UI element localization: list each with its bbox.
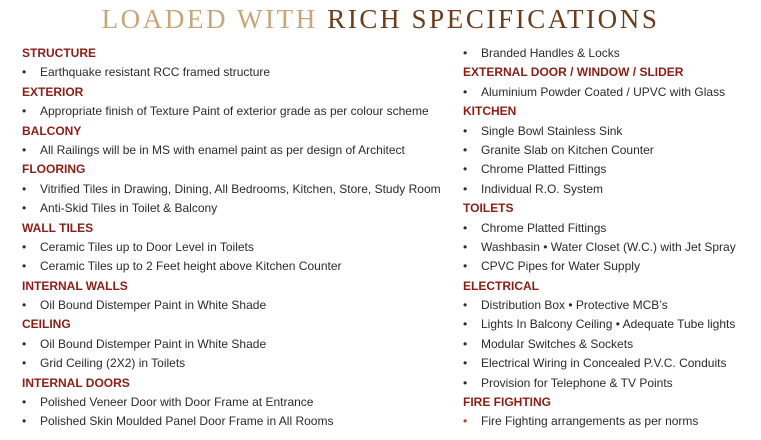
spec-item: • Aluminium Powder Coated / UPVC with Glass bbox=[463, 83, 755, 102]
right-spec-column bbox=[463, 44, 755, 432]
section-heading-internal-walls: INTERNAL WALLS bbox=[22, 278, 128, 293]
spec-item: • Polished Veneer Door with Door Frame at Entrance bbox=[22, 393, 452, 412]
section-heading-toilets: TOILETS bbox=[463, 201, 514, 216]
section-heading-structure: STRUCTURE bbox=[22, 46, 96, 60]
left-spec-column bbox=[22, 44, 452, 432]
spec-item: • Distribution Box • Protective MCB’s bbox=[463, 296, 755, 315]
spec-item: • Washbasin • Water Closet (W.C.) with Jet Spray bbox=[463, 238, 755, 257]
section-heading-internal-doors: INTERNAL DOORS bbox=[22, 375, 130, 390]
title-part-2: RICH SPECIFICATIONS bbox=[327, 4, 660, 34]
spec-item: • Branded Handles & Locks bbox=[463, 44, 755, 63]
section-heading-balcony: BALCONY bbox=[22, 123, 82, 138]
spec-item: • Oil Bound Distemper Paint in White Shade bbox=[22, 296, 452, 315]
section-heading-flooring: FLOORING bbox=[22, 162, 86, 177]
spec-item: • CPVC Pipes for Water Supply bbox=[463, 257, 755, 276]
spec-item: • Ceramic Tiles up to 2 Feet height above Kitchen Counter bbox=[22, 257, 452, 276]
section-heading-fire-fighting: FIRE FIGHTING bbox=[463, 395, 551, 410]
spec-item: • Lights In Balcony Ceiling • Adequate Tube lights bbox=[463, 315, 755, 334]
spec-item: • Appropriate finish of Texture Paint of exterior grade as per colour scheme bbox=[22, 102, 452, 121]
spec-item: • Electrical Wiring in Concealed P.V.C. Conduits bbox=[463, 354, 755, 373]
spec-item: • Oil Bound Distemper Paint in White Shade bbox=[22, 335, 452, 354]
section-heading-electrical: ELECTRICAL bbox=[463, 278, 539, 293]
spec-item: • Provision for Telephone & TV Points bbox=[463, 374, 755, 393]
section-heading-ceiling: CEILING bbox=[22, 317, 71, 332]
section-heading-exterior: EXTERIOR bbox=[22, 84, 84, 99]
spec-item: • Chrome Platted Fittings bbox=[463, 160, 755, 179]
spec-item: • Fire Fighting arrangements as per norms bbox=[463, 412, 755, 431]
spec-item: • Chrome Platted Fittings bbox=[463, 219, 755, 238]
spec-item: • Ceramic Tiles up to Door Level in Toilets bbox=[22, 238, 452, 257]
page-title bbox=[0, 2, 761, 36]
spec-item: • Grid Ceiling (2X2) in Toilets bbox=[22, 354, 452, 373]
spec-item: • Polished Skin Moulded Panel Door Frame in All Rooms bbox=[22, 412, 452, 431]
title-part-1: LOADED WITH bbox=[101, 4, 318, 34]
section-heading-kitchen: KITCHEN bbox=[463, 104, 517, 119]
spec-item: • Earthquake resistant RCC framed structure bbox=[22, 63, 452, 82]
section-heading-wall-tiles: WALL TILES bbox=[22, 220, 94, 235]
spec-item: • Vitrified Tiles in Drawing, Dining, All Bedrooms, Kitchen, Store, Study Room bbox=[22, 180, 452, 199]
spec-item: • Individual R.O. System bbox=[463, 180, 755, 199]
spec-item: • Single Bowl Stainless Sink bbox=[463, 122, 755, 141]
spec-item: • Granite Slab on Kitchen Counter bbox=[463, 141, 755, 160]
section-heading-external-door-window-slider: EXTERNAL DOOR / WINDOW / SLIDER bbox=[463, 65, 684, 80]
spec-item: • Modular Switches & Sockets bbox=[463, 335, 755, 354]
spec-item: • Anti-Skid Tiles in Toilet & Balcony bbox=[22, 199, 452, 218]
spec-item: • All Railings will be in MS with enamel paint as per design of Architect bbox=[22, 141, 452, 160]
